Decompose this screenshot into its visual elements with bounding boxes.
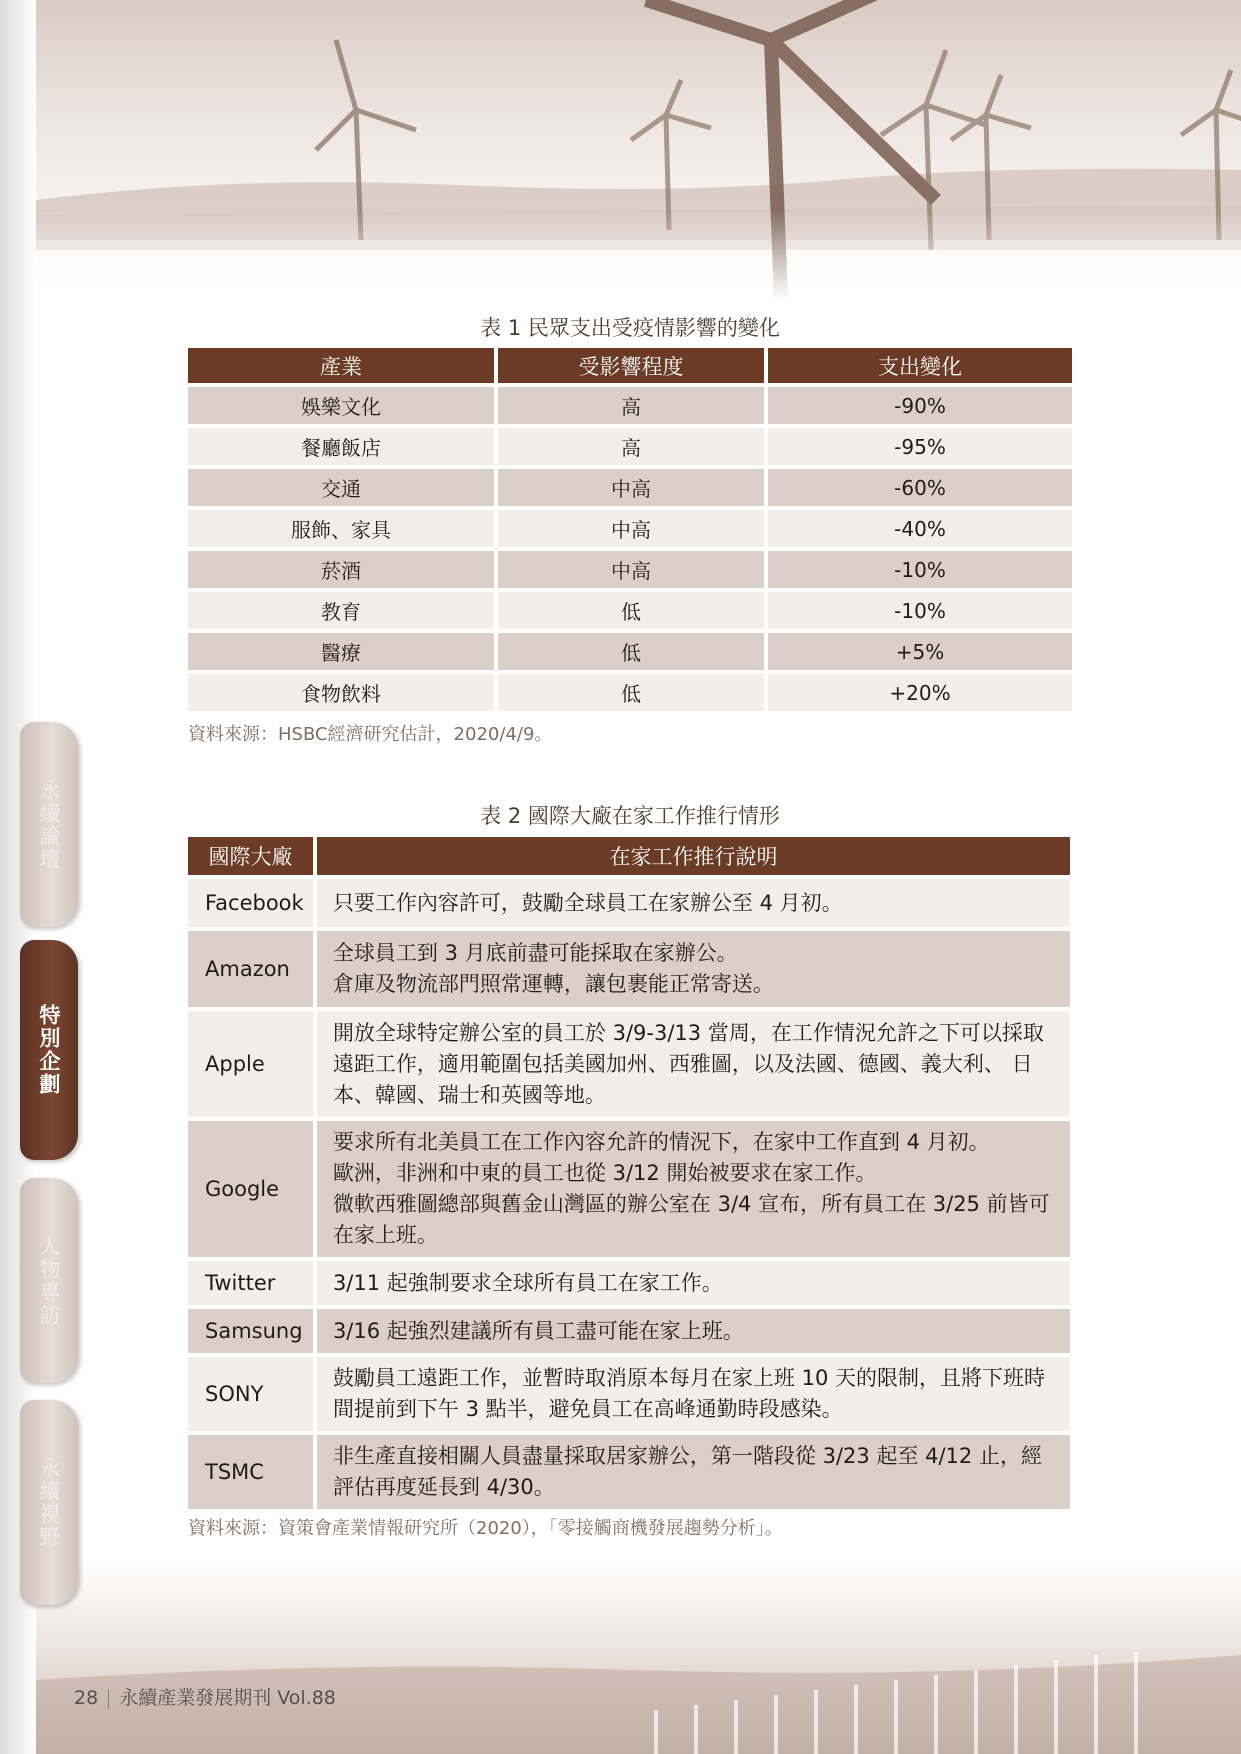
fence-illustration bbox=[36, 1560, 1241, 1754]
side-tab-forum[interactable] bbox=[20, 722, 78, 927]
description-line: 3/16 起強烈建議所有員工盡可能在家上班。 bbox=[332, 1318, 744, 1343]
change-cell: +20% bbox=[768, 674, 1072, 711]
change-cell: +5% bbox=[768, 633, 1072, 670]
description-line: 只要工作內容許可，鼓勵全球員工在家辦公至 4 月初。 bbox=[332, 890, 843, 915]
table2-source: 資料來源：資策會產業情報研究所（2020），「零接觸商機發展趨勢分析」。 bbox=[188, 1518, 783, 1539]
side-tab-perspective[interactable] bbox=[20, 1400, 78, 1605]
description-cell bbox=[317, 931, 1070, 1007]
side-tab-label: 特別企劃 bbox=[37, 1004, 61, 1096]
industry-cell: 醫療 bbox=[188, 633, 494, 670]
industry-cell: 娛樂文化 bbox=[188, 387, 494, 424]
side-tab-label: 永續視野 bbox=[37, 1456, 61, 1549]
table-header-row bbox=[188, 348, 1072, 383]
change-cell: -95% bbox=[768, 428, 1072, 465]
description-line: 倉庫及物流部門照常運轉，讓包裹能正常寄送。 bbox=[332, 972, 774, 996]
table-row bbox=[188, 1309, 1070, 1353]
page-number: 28 bbox=[74, 1687, 99, 1709]
company-cell: Google bbox=[188, 1121, 313, 1257]
change-cell: -60% bbox=[768, 469, 1072, 506]
table-row bbox=[188, 1011, 1070, 1117]
impact-cell: 中高 bbox=[498, 510, 764, 547]
description-cell bbox=[317, 1357, 1070, 1431]
industry-cell: 教育 bbox=[188, 592, 494, 629]
company-cell: Twitter bbox=[188, 1261, 313, 1305]
description-cell bbox=[317, 1261, 1070, 1305]
table-row bbox=[188, 1261, 1070, 1305]
industry-cell: 餐廳飯店 bbox=[188, 428, 494, 465]
table-header-row bbox=[188, 837, 1070, 875]
table-row bbox=[188, 1435, 1070, 1509]
change-cell: -90% bbox=[768, 387, 1072, 424]
description-cell bbox=[317, 879, 1070, 927]
table1-caption: 表 1 民眾支出受疫情影響的變化 bbox=[480, 316, 780, 340]
column-header: 在家工作推行說明 bbox=[317, 837, 1070, 875]
change-cell: -10% bbox=[768, 592, 1072, 629]
table-row bbox=[188, 1357, 1070, 1431]
description-line: 全球員工到 3 月底前盡可能採取在家辦公。 bbox=[332, 941, 738, 965]
table2-caption: 表 2 國際大廠在家工作推行情形 bbox=[480, 804, 780, 828]
impact-cell: 低 bbox=[498, 633, 764, 670]
description-cell bbox=[317, 1309, 1070, 1353]
change-cell: -10% bbox=[768, 551, 1072, 588]
impact-cell: 高 bbox=[498, 428, 764, 465]
description-cell bbox=[317, 1121, 1070, 1257]
table-row bbox=[188, 1121, 1070, 1257]
description-line: 歐洲，非洲和中東的員工也從 3/12 開始被要求在家工作。 bbox=[332, 1161, 877, 1185]
table-row bbox=[188, 931, 1070, 1007]
description-line: 微軟西雅圖總部與舊金山灣區的辦公室在 3/4 宣布，所有員工在 3/25 前皆可在家上班。 bbox=[332, 1192, 1050, 1247]
column-header: 受影響程度 bbox=[498, 348, 764, 383]
wind-turbine-illustration bbox=[36, 0, 1241, 300]
bottom-landscape-banner bbox=[36, 1560, 1241, 1754]
company-cell: Samsung bbox=[188, 1309, 313, 1353]
side-tab-special-feature[interactable] bbox=[20, 940, 78, 1160]
table-row bbox=[188, 592, 1072, 629]
company-cell: Amazon bbox=[188, 931, 313, 1007]
company-cell: SONY bbox=[188, 1357, 313, 1431]
table1-source: 資料來源：HSBC經濟研究估計，2020/4/9。 bbox=[188, 724, 553, 745]
description-line: 開放全球特定辦公室的員工於 3/9-3/13 當周，在工作情況允許之下可以採取遠距工作，適用範圍包括美國加州、西雅圖，以及法國、德國、義大利、 日本、韓國、瑞士和英國等地。 bbox=[332, 1020, 1044, 1107]
industry-cell: 食物飲料 bbox=[188, 674, 494, 711]
company-cell: Facebook bbox=[188, 879, 313, 927]
description-line: 要求所有北美員工在工作內容允許的情況下，在家中工作直到 4 月初。 bbox=[332, 1130, 990, 1154]
impact-cell: 中高 bbox=[498, 469, 764, 506]
impact-cell: 高 bbox=[498, 387, 764, 424]
description-line: 鼓勵員工遠距工作，並暫時取消原本每月在家上班 10 天的限制，且將下班時間提前到下午 3 點半，避免員工在高峰通勤時段感染。 bbox=[332, 1366, 1046, 1421]
side-tab-label: 永續論壇 bbox=[37, 778, 61, 871]
column-header: 國際大廠 bbox=[188, 837, 313, 875]
spending-change-table bbox=[184, 344, 1076, 715]
description-line: 3/11 起強制要求全球所有員工在家工作。 bbox=[332, 1270, 723, 1295]
table-row bbox=[188, 633, 1072, 670]
column-header: 產業 bbox=[188, 348, 494, 383]
description-line: 非生產直接相關人員盡量採取居家辦公，第一階段從 3/23 起至 4/12 止，經評估再度延長到 4/30。 bbox=[332, 1444, 1042, 1499]
page-footer bbox=[74, 1683, 336, 1710]
footer-divider bbox=[108, 1689, 109, 1709]
company-cell: Apple bbox=[188, 1011, 313, 1117]
side-tab-interview[interactable] bbox=[20, 1178, 78, 1383]
description-cell bbox=[317, 1011, 1070, 1117]
impact-cell: 中高 bbox=[498, 551, 764, 588]
table-row bbox=[188, 510, 1072, 547]
table-row bbox=[188, 469, 1072, 506]
industry-cell: 交通 bbox=[188, 469, 494, 506]
description-cell bbox=[317, 1435, 1070, 1509]
impact-cell: 低 bbox=[498, 674, 764, 711]
table-row bbox=[188, 428, 1072, 465]
side-tab-label: 人物專訪 bbox=[37, 1234, 61, 1327]
work-from-home-table bbox=[184, 833, 1074, 1513]
publication-title: 永續產業發展期刊 Vol.88 bbox=[119, 1687, 336, 1709]
column-header: 支出變化 bbox=[768, 348, 1072, 383]
industry-cell: 菸酒 bbox=[188, 551, 494, 588]
change-cell: -40% bbox=[768, 510, 1072, 547]
industry-cell: 服飾、家具 bbox=[188, 510, 494, 547]
table-row bbox=[188, 551, 1072, 588]
table-row bbox=[188, 387, 1072, 424]
wind-turbine-banner bbox=[36, 0, 1241, 300]
table-row bbox=[188, 879, 1070, 927]
impact-cell: 低 bbox=[498, 592, 764, 629]
company-cell: TSMC bbox=[188, 1435, 313, 1509]
table-row bbox=[188, 674, 1072, 711]
